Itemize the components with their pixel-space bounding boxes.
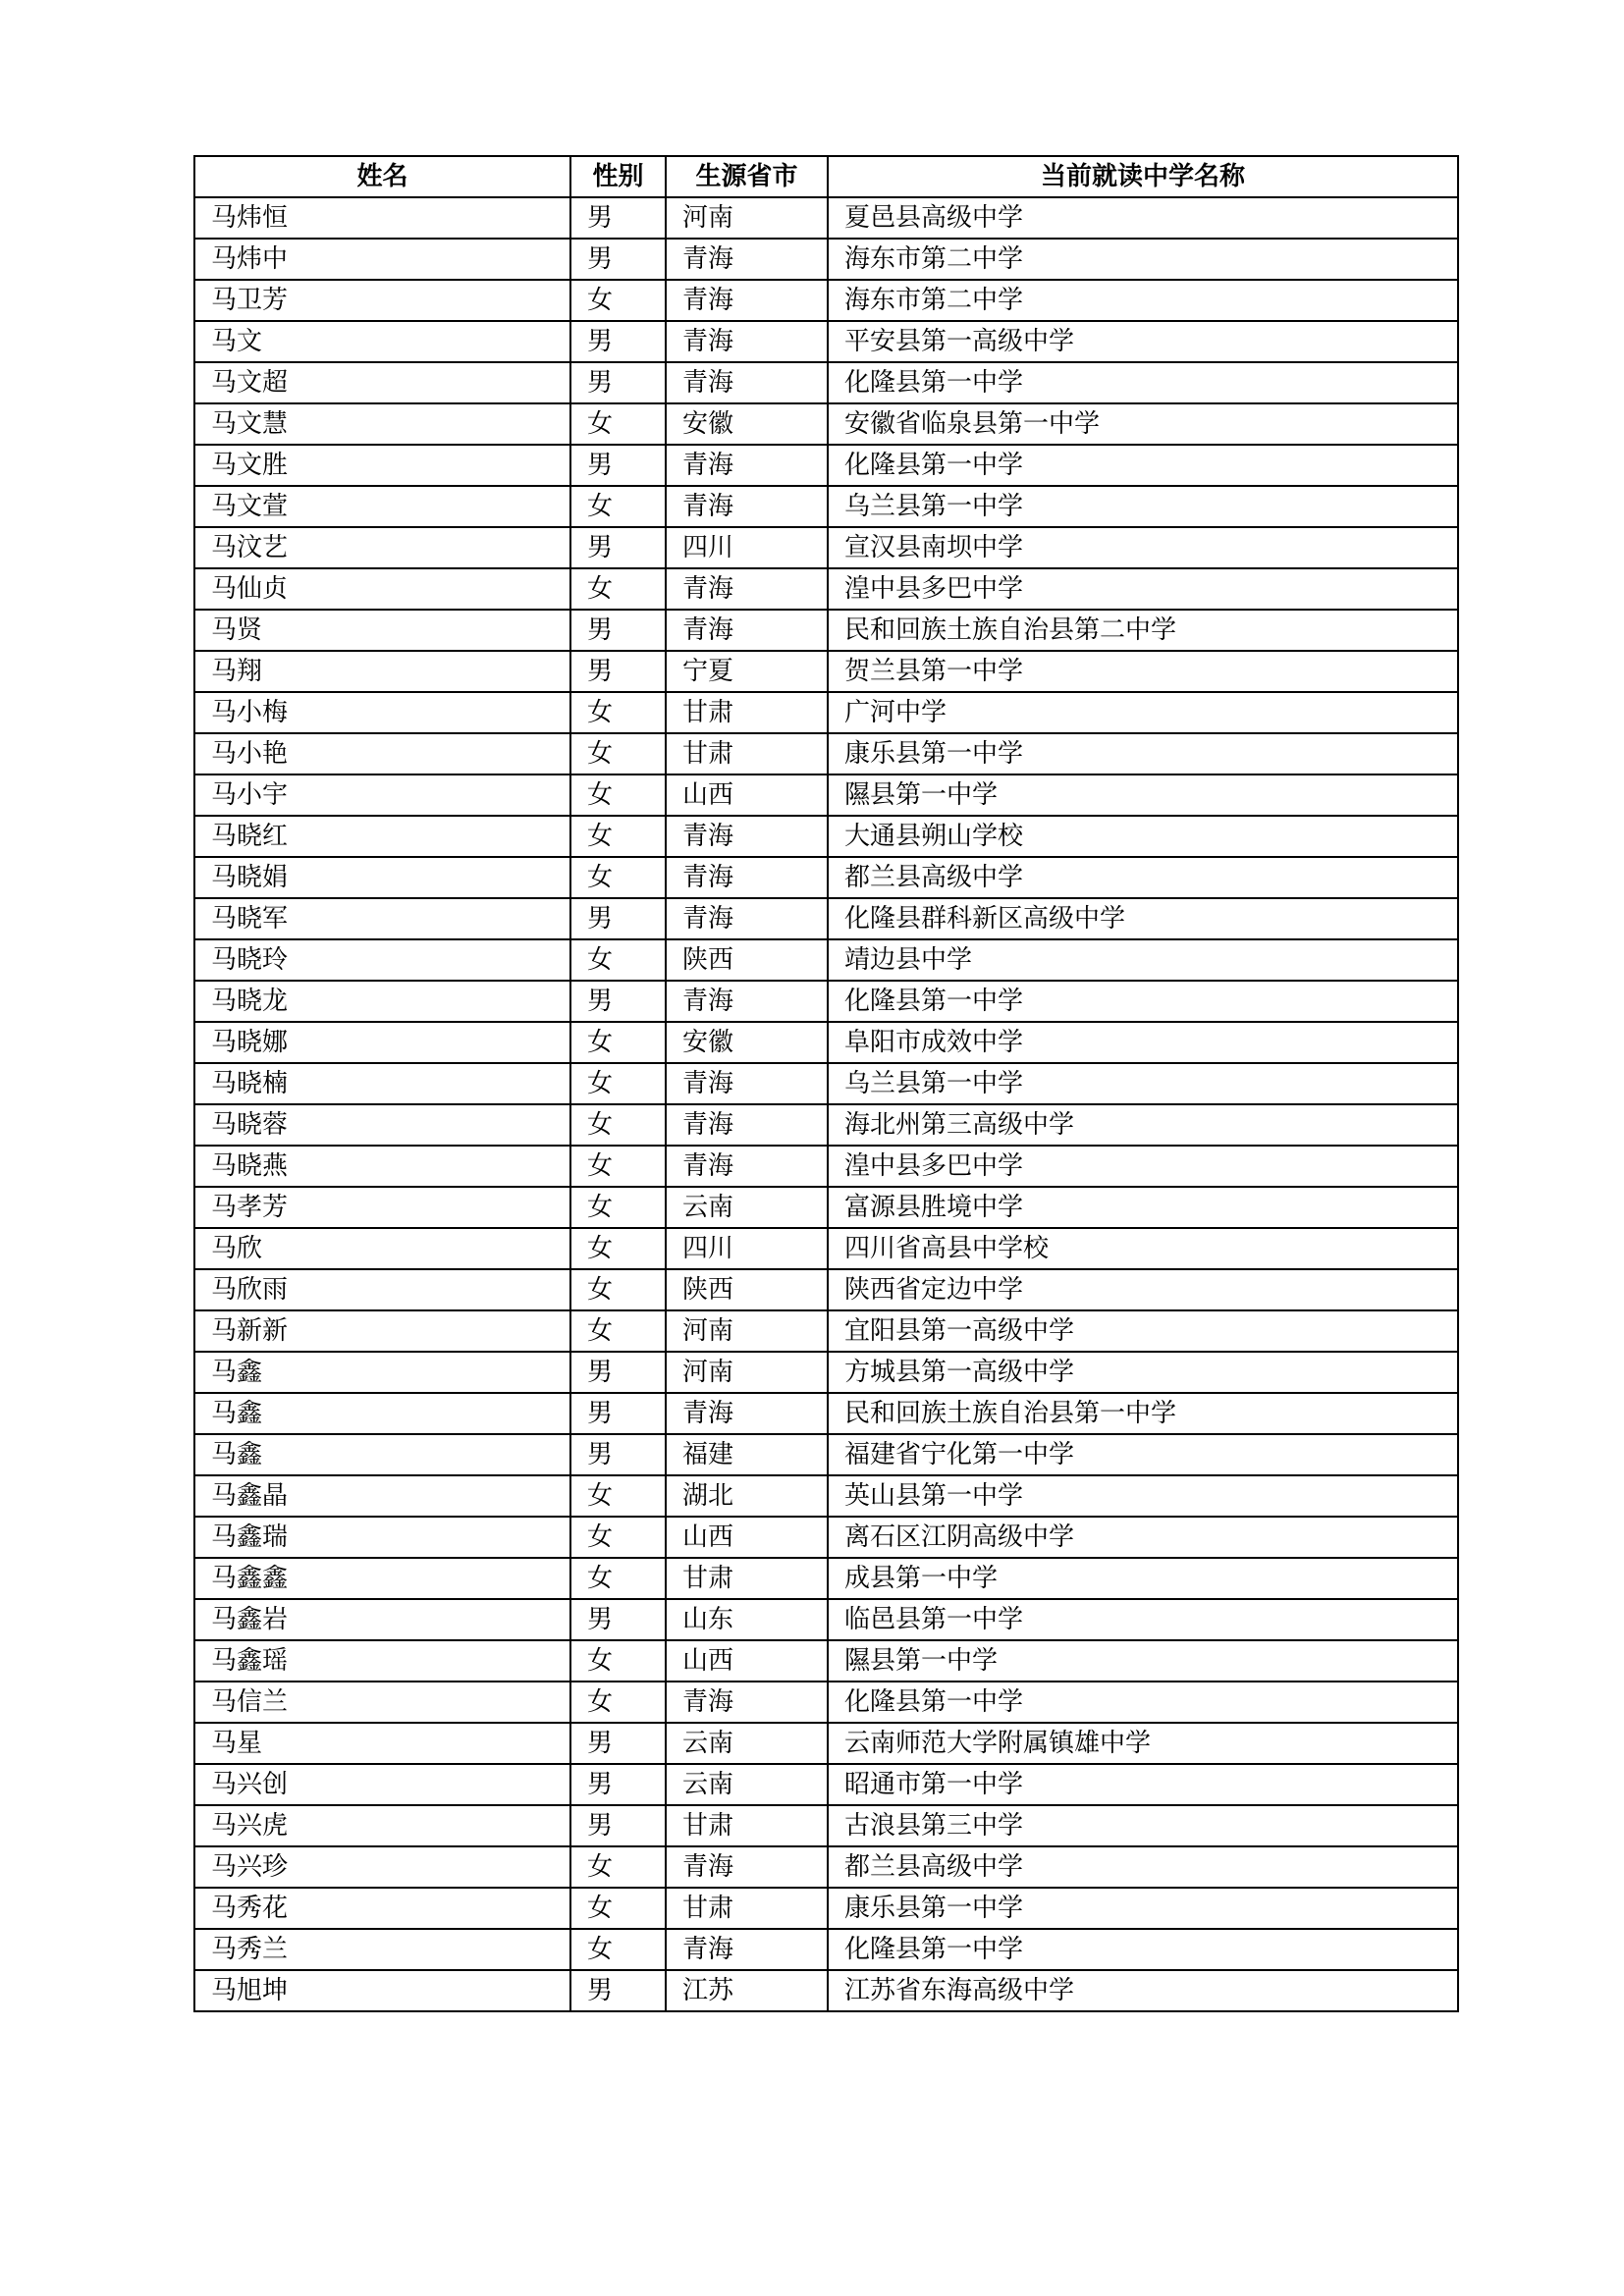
cell-gender: 女 [570,1640,666,1682]
cell-gender: 女 [570,1517,666,1558]
cell-gender: 男 [570,1970,666,2011]
table-row [194,1022,1458,1063]
cell-name: 马兴珍 [194,1846,570,1888]
cell-name: 马星 [194,1723,570,1764]
cell-school: 海北州第三高级中学 [828,1104,1458,1146]
cell-name: 马文萱 [194,486,570,527]
cell-school: 海东市第二中学 [828,280,1458,321]
table-row [194,857,1458,898]
cell-school: 靖边县中学 [828,939,1458,981]
cell-school: 隰县第一中学 [828,1640,1458,1682]
cell-gender: 男 [570,610,666,651]
table-row [194,1352,1458,1393]
cell-school: 宣汉县南坝中学 [828,527,1458,568]
table-row [194,1434,1458,1475]
cell-name: 马鑫瑞 [194,1517,570,1558]
cell-school: 昭通市第一中学 [828,1764,1458,1805]
cell-name: 马兴创 [194,1764,570,1805]
table-row [194,239,1458,280]
cell-school: 福建省宁化第一中学 [828,1434,1458,1475]
cell-school: 都兰县高级中学 [828,857,1458,898]
cell-gender: 女 [570,857,666,898]
cell-school: 贺兰县第一中学 [828,651,1458,692]
cell-gender: 女 [570,1310,666,1352]
cell-province: 山西 [666,1640,828,1682]
cell-name: 马信兰 [194,1682,570,1723]
cell-gender: 男 [570,1723,666,1764]
cell-school: 康乐县第一中学 [828,733,1458,774]
cell-school: 英山县第一中学 [828,1475,1458,1517]
cell-province: 湖北 [666,1475,828,1517]
cell-gender: 男 [570,981,666,1022]
cell-school: 富源县胜境中学 [828,1187,1458,1228]
table-row [194,362,1458,403]
cell-province: 云南 [666,1723,828,1764]
cell-province: 青海 [666,898,828,939]
cell-name: 马秀花 [194,1888,570,1929]
cell-name: 马小艳 [194,733,570,774]
cell-gender: 女 [570,486,666,527]
table-row [194,733,1458,774]
table-row [194,1310,1458,1352]
cell-province: 陕西 [666,1269,828,1310]
cell-school: 夏邑县高级中学 [828,197,1458,239]
table-row [194,1269,1458,1310]
cell-gender: 女 [570,1558,666,1599]
cell-school: 陕西省定边中学 [828,1269,1458,1310]
cell-gender: 女 [570,1888,666,1929]
cell-name: 马鑫鑫 [194,1558,570,1599]
cell-province: 青海 [666,1682,828,1723]
table-row [194,1970,1458,2011]
cell-name: 马晓娟 [194,857,570,898]
cell-name: 马贤 [194,610,570,651]
table-header-row [194,156,1458,197]
cell-province: 山西 [666,1517,828,1558]
cell-name: 马文超 [194,362,570,403]
cell-name: 马欣雨 [194,1269,570,1310]
table-row [194,1558,1458,1599]
table-row [194,610,1458,651]
header-gender: 性别 [570,156,666,197]
cell-province: 青海 [666,857,828,898]
cell-school: 化隆县第一中学 [828,1929,1458,1970]
cell-gender: 女 [570,1104,666,1146]
table-row [194,692,1458,733]
cell-gender: 女 [570,1063,666,1104]
table-row [194,1599,1458,1640]
cell-school: 古浪县第三中学 [828,1805,1458,1846]
cell-gender: 男 [570,1599,666,1640]
cell-school: 化隆县群科新区高级中学 [828,898,1458,939]
table-row [194,1228,1458,1269]
cell-gender: 女 [570,1187,666,1228]
cell-school: 隰县第一中学 [828,774,1458,816]
cell-name: 马鑫 [194,1352,570,1393]
cell-province: 河南 [666,1310,828,1352]
cell-gender: 男 [570,239,666,280]
header-name: 姓名 [194,156,570,197]
table-row [194,403,1458,445]
table-body [194,197,1458,2011]
cell-school: 海东市第二中学 [828,239,1458,280]
cell-gender: 男 [570,1764,666,1805]
cell-name: 马小梅 [194,692,570,733]
cell-province: 青海 [666,1393,828,1434]
table-row [194,1146,1458,1187]
cell-gender: 女 [570,939,666,981]
table-row [194,1929,1458,1970]
cell-province: 青海 [666,280,828,321]
cell-province: 青海 [666,568,828,610]
cell-province: 青海 [666,981,828,1022]
cell-gender: 女 [570,692,666,733]
cell-gender: 男 [570,651,666,692]
cell-province: 江苏 [666,1970,828,2011]
cell-province: 四川 [666,527,828,568]
cell-name: 马新新 [194,1310,570,1352]
cell-name: 马晓燕 [194,1146,570,1187]
table-row [194,1846,1458,1888]
cell-school: 湟中县多巴中学 [828,568,1458,610]
cell-school: 临邑县第一中学 [828,1599,1458,1640]
cell-gender: 男 [570,1805,666,1846]
table-row [194,1764,1458,1805]
cell-name: 马文 [194,321,570,362]
table-row [194,321,1458,362]
cell-province: 青海 [666,1846,828,1888]
cell-name: 马文胜 [194,445,570,486]
cell-gender: 男 [570,321,666,362]
cell-province: 河南 [666,1352,828,1393]
cell-name: 马孝芳 [194,1187,570,1228]
cell-name: 马晓蓉 [194,1104,570,1146]
table-row [194,816,1458,857]
cell-province: 青海 [666,816,828,857]
table-row [194,1104,1458,1146]
cell-gender: 女 [570,774,666,816]
cell-school: 湟中县多巴中学 [828,1146,1458,1187]
cell-name: 马晓玲 [194,939,570,981]
cell-gender: 女 [570,1475,666,1517]
cell-school: 安徽省临泉县第一中学 [828,403,1458,445]
cell-school: 江苏省东海高级中学 [828,1970,1458,2011]
cell-province: 甘肃 [666,1558,828,1599]
cell-gender: 男 [570,197,666,239]
cell-province: 青海 [666,1063,828,1104]
cell-province: 安徽 [666,403,828,445]
cell-school: 都兰县高级中学 [828,1846,1458,1888]
cell-gender: 女 [570,403,666,445]
cell-school: 康乐县第一中学 [828,1888,1458,1929]
cell-school: 化隆县第一中学 [828,981,1458,1022]
cell-school: 方城县第一高级中学 [828,1352,1458,1393]
cell-name: 马旭坤 [194,1970,570,2011]
cell-gender: 男 [570,898,666,939]
cell-province: 山西 [666,774,828,816]
cell-province: 青海 [666,1929,828,1970]
table-row [194,1517,1458,1558]
cell-school: 云南师范大学附属镇雄中学 [828,1723,1458,1764]
table-row [194,1640,1458,1682]
cell-province: 福建 [666,1434,828,1475]
table-row [194,527,1458,568]
cell-gender: 女 [570,1269,666,1310]
cell-school: 民和回族土族自治县第二中学 [828,610,1458,651]
cell-province: 河南 [666,197,828,239]
cell-province: 青海 [666,1146,828,1187]
cell-province: 四川 [666,1228,828,1269]
cell-name: 马仙贞 [194,568,570,610]
cell-province: 青海 [666,321,828,362]
cell-gender: 男 [570,1393,666,1434]
cell-gender: 女 [570,1846,666,1888]
cell-name: 马文慧 [194,403,570,445]
cell-gender: 女 [570,1682,666,1723]
cell-gender: 女 [570,280,666,321]
table-row [194,1063,1458,1104]
cell-province: 青海 [666,445,828,486]
cell-gender: 男 [570,1434,666,1475]
cell-province: 安徽 [666,1022,828,1063]
cell-province: 甘肃 [666,1805,828,1846]
cell-school: 民和回族土族自治县第一中学 [828,1393,1458,1434]
cell-gender: 男 [570,362,666,403]
cell-province: 青海 [666,486,828,527]
cell-province: 青海 [666,1104,828,1146]
table-row [194,981,1458,1022]
cell-name: 马晓娜 [194,1022,570,1063]
table-row [194,939,1458,981]
cell-name: 马翔 [194,651,570,692]
cell-school: 广河中学 [828,692,1458,733]
cell-name: 马晓龙 [194,981,570,1022]
cell-school: 大通县朔山学校 [828,816,1458,857]
table-row [194,898,1458,939]
cell-name: 马晓军 [194,898,570,939]
table-row [194,1682,1458,1723]
table-row [194,1888,1458,1929]
cell-province: 甘肃 [666,1888,828,1929]
cell-gender: 男 [570,445,666,486]
cell-gender: 女 [570,1929,666,1970]
cell-gender: 女 [570,1022,666,1063]
table-row [194,197,1458,239]
cell-name: 马兴虎 [194,1805,570,1846]
header-province: 生源省市 [666,156,828,197]
table-row [194,486,1458,527]
cell-school: 离石区江阴高级中学 [828,1517,1458,1558]
cell-name: 马鑫晶 [194,1475,570,1517]
cell-school: 乌兰县第一中学 [828,486,1458,527]
table-row [194,280,1458,321]
cell-school: 化隆县第一中学 [828,362,1458,403]
cell-name: 马卫芳 [194,280,570,321]
cell-province: 青海 [666,610,828,651]
cell-school: 成县第一中学 [828,1558,1458,1599]
cell-name: 马欣 [194,1228,570,1269]
cell-name: 马晓楠 [194,1063,570,1104]
cell-school: 乌兰县第一中学 [828,1063,1458,1104]
cell-province: 云南 [666,1764,828,1805]
cell-name: 马鑫岩 [194,1599,570,1640]
table-row [194,1723,1458,1764]
cell-school: 宜阳县第一高级中学 [828,1310,1458,1352]
cell-school: 四川省高县中学校 [828,1228,1458,1269]
cell-name: 马秀兰 [194,1929,570,1970]
cell-gender: 女 [570,1146,666,1187]
cell-gender: 男 [570,527,666,568]
table-row [194,651,1458,692]
cell-province: 陕西 [666,939,828,981]
table-row [194,1187,1458,1228]
cell-name: 马炜恒 [194,197,570,239]
table-row [194,1393,1458,1434]
cell-name: 马炜中 [194,239,570,280]
cell-province: 山东 [666,1599,828,1640]
cell-province: 甘肃 [666,692,828,733]
cell-province: 宁夏 [666,651,828,692]
cell-school: 阜阳市成效中学 [828,1022,1458,1063]
cell-province: 青海 [666,362,828,403]
cell-gender: 女 [570,733,666,774]
table-row [194,1475,1458,1517]
cell-province: 青海 [666,239,828,280]
cell-name: 马小宇 [194,774,570,816]
cell-school: 化隆县第一中学 [828,445,1458,486]
cell-name: 马汶艺 [194,527,570,568]
cell-gender: 男 [570,1352,666,1393]
cell-province: 云南 [666,1187,828,1228]
cell-name: 马鑫 [194,1434,570,1475]
table-row [194,1805,1458,1846]
table-row [194,774,1458,816]
table-row [194,445,1458,486]
cell-province: 甘肃 [666,733,828,774]
cell-name: 马晓红 [194,816,570,857]
student-table [193,155,1459,2012]
cell-name: 马鑫 [194,1393,570,1434]
table-row [194,568,1458,610]
cell-school: 平安县第一高级中学 [828,321,1458,362]
cell-school: 化隆县第一中学 [828,1682,1458,1723]
cell-gender: 女 [570,1228,666,1269]
cell-gender: 女 [570,816,666,857]
cell-gender: 女 [570,568,666,610]
cell-name: 马鑫瑶 [194,1640,570,1682]
header-school: 当前就读中学名称 [828,156,1458,197]
